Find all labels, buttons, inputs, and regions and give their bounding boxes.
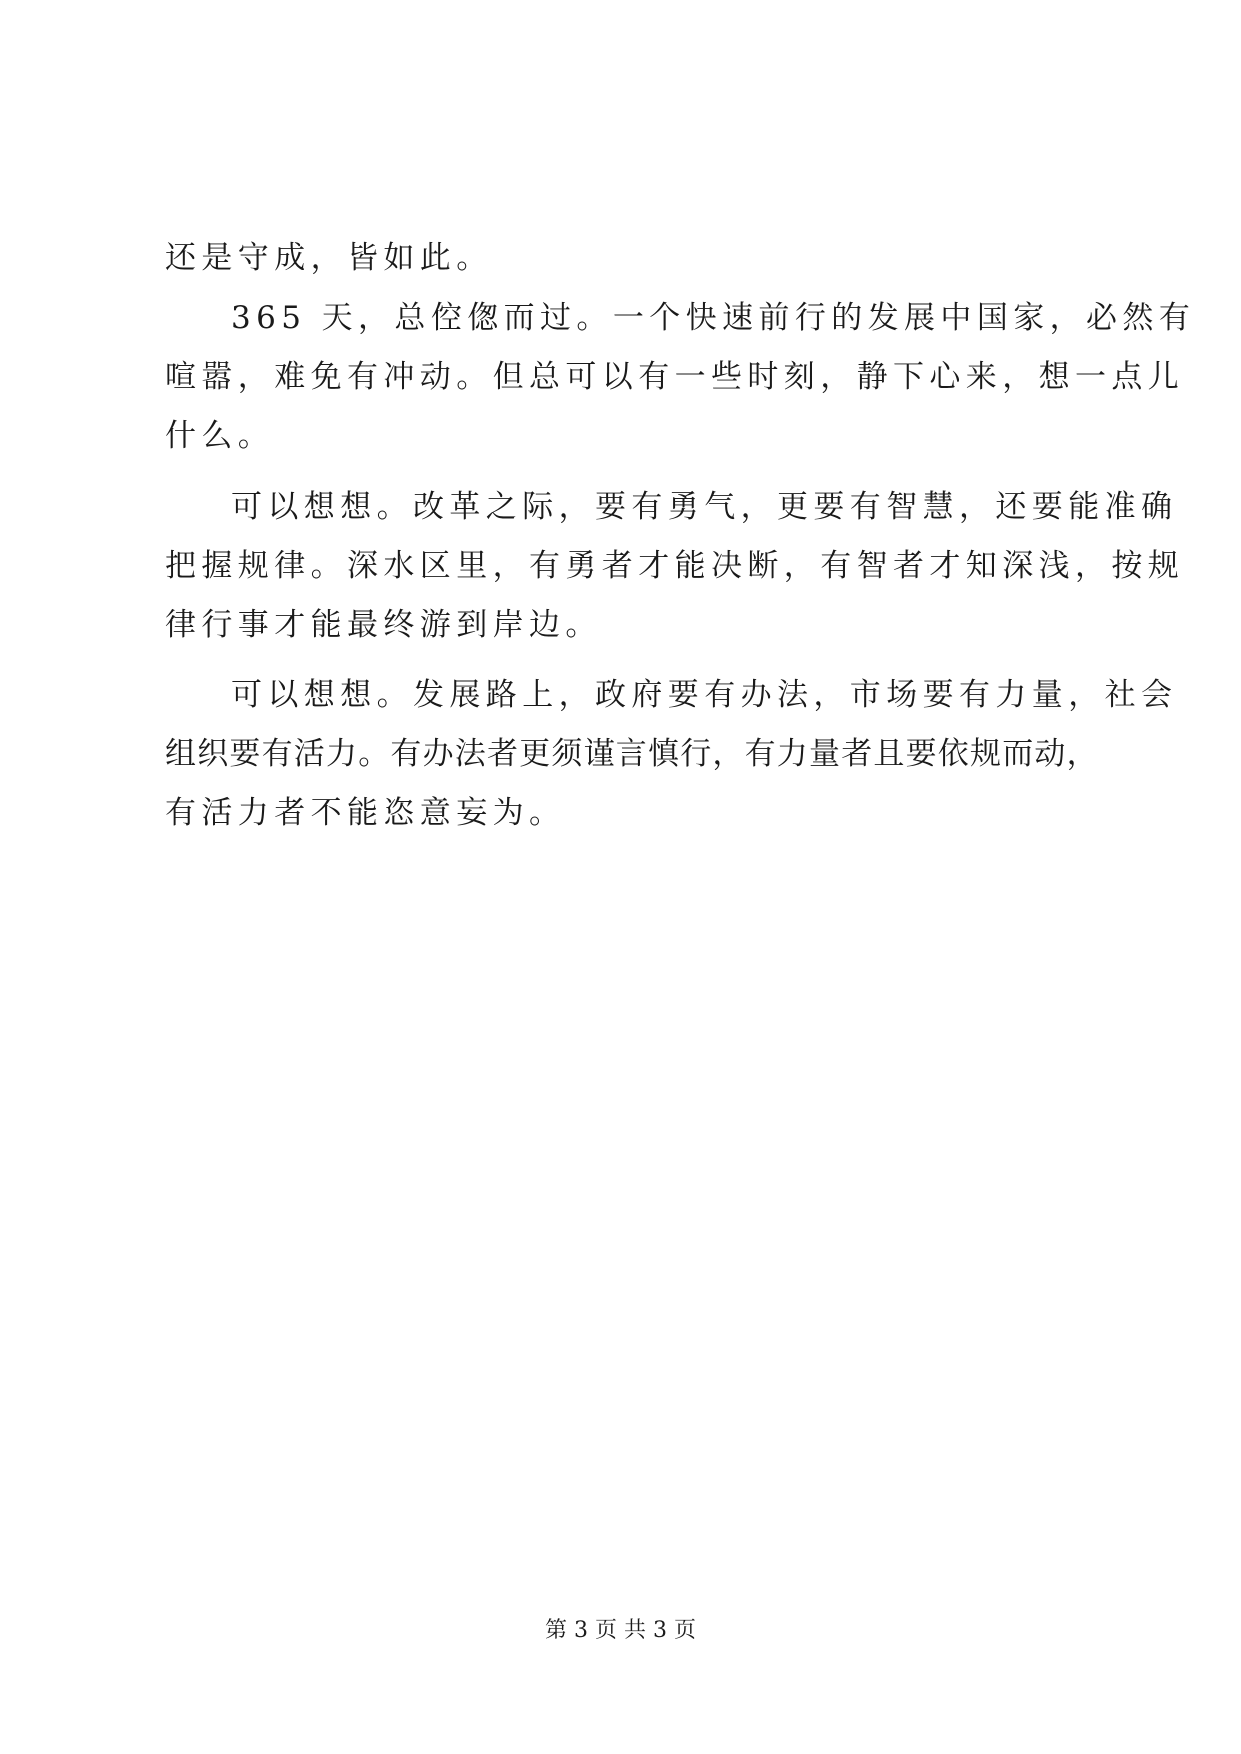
- page-number-footer: 第 3 页 共 3 页: [545, 1618, 696, 1643]
- body-text-line: 还是守成，皆如此。: [165, 240, 493, 276]
- body-text-line: 喧嚣，难免有冲动。但总可以有一些时刻，静下心来，想一点儿: [165, 359, 1185, 395]
- paragraph-start-line: 可以想想。发展路上，政府要有办法，市场要有力量，社会: [231, 677, 1178, 713]
- body-text-line: 什么。: [165, 418, 275, 454]
- body-text-line: 律行事才能最终游到岸边。: [165, 607, 602, 643]
- paragraph-start-line: 365 天，总倥偬而过。一个快速前行的发展中国家，必然有: [231, 300, 1196, 336]
- body-text-line: 有活力者不能恣意妄为。: [165, 795, 566, 831]
- body-text-line: 组织要有活力。有办法者更须谨言慎行，有力量者且要依规而动，: [165, 736, 1099, 772]
- body-text-line: 把握规律。深水区里，有勇者才能决断，有智者才知深浅，按规: [165, 548, 1185, 584]
- paragraph-start-line: 可以想想。改革之际，要有勇气，更要有智慧，还要能准确: [231, 489, 1178, 525]
